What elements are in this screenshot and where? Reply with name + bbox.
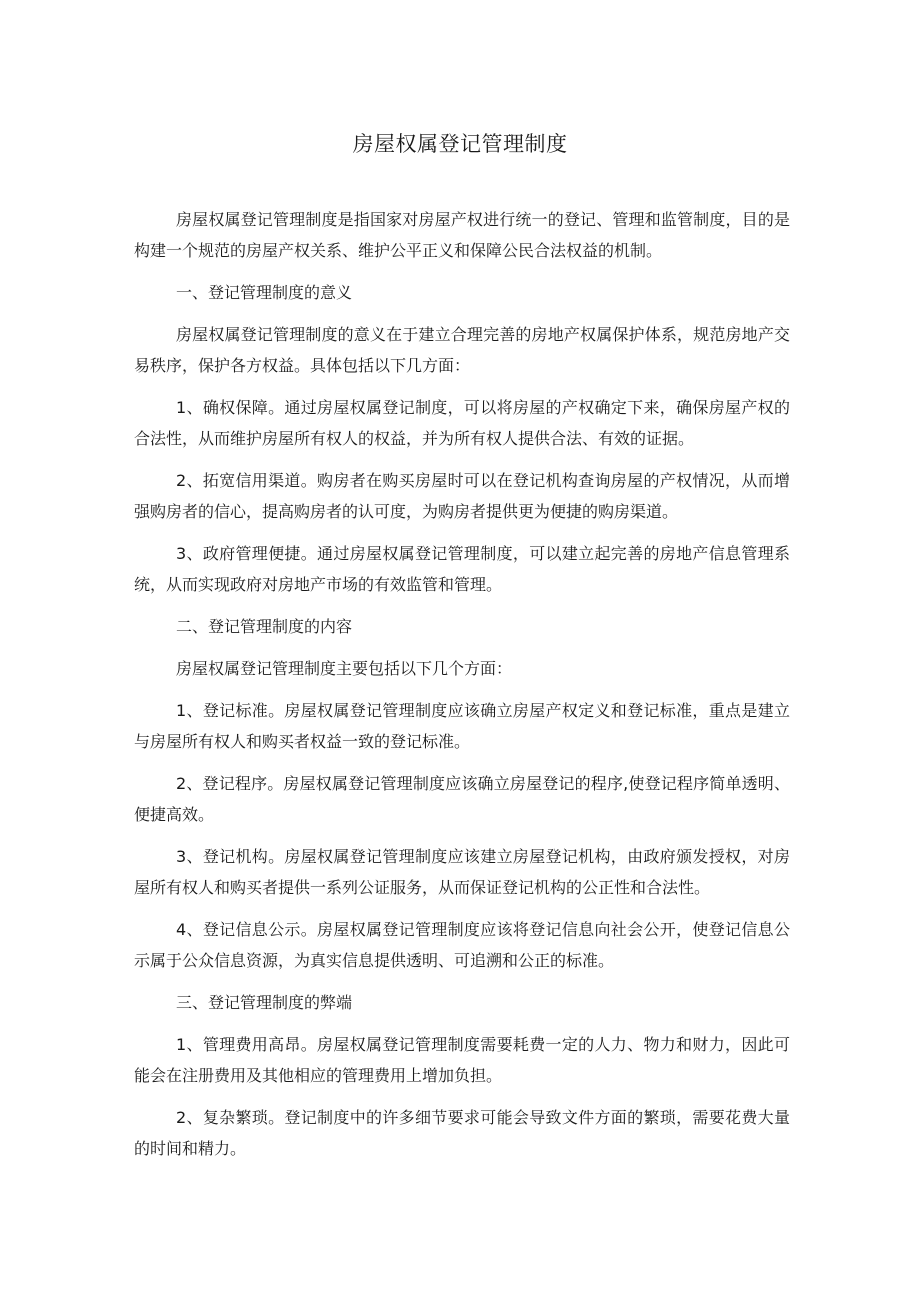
paragraph: 房屋权属登记管理制度主要包括以下几个方面： xyxy=(176,659,513,678)
list-item: 2、复杂繁琐。登记制度中的许多细节要求可能会导致文件方面的繁琐，需要花费大量的时间和精力。 xyxy=(134,1108,790,1158)
document-title: 房屋权属登记管理制度 xyxy=(352,132,568,156)
paragraph: 房屋权属登记管理制度的意义在于建立合理完善的房地产权属保护体系，规范房地产交易秩序，保护各方权益。具体包括以下几方面： xyxy=(134,325,790,375)
list-item: 2、拓宽信用渠道。购房者在购买房屋时可以在登记机构查询房屋的产权情况，从而增强购房者的信心，提高购房者的认可度，为购房者提供更为便捷的购房渠道。 xyxy=(134,471,790,521)
document-body xyxy=(134,204,790,1175)
intro-paragraph: 房屋权属登记管理制度是指国家对房屋产权进行统一的登记、管理和监管制度，目的是构建一个规范的房屋产权关系、维护公平正义和保障公民合法权益的机制。 xyxy=(134,210,790,260)
list-item: 1、登记标准。房屋权属登记管理制度应该确立房屋产权定义和登记标准，重点是建立与房屋所有权人和购买者权益一致的登记标准。 xyxy=(134,701,790,751)
list-item: 4、登记信息公示。房屋权属登记管理制度应该将登记信息向社会公开，使登记信息公示属于公众信息资源，为真实信息提供透明、可追溯和公正的标准。 xyxy=(134,920,790,970)
list-item: 1、确权保障。通过房屋权属登记制度，可以将房屋的产权确定下来，确保房屋产权的合法性，从而维护房屋所有权人的权益，并为所有权人提供合法、有效的证据。 xyxy=(134,398,790,448)
list-item: 1、管理费用高昂。房屋权属登记管理制度需要耗费一定的人力、物力和财力，因此可能会在注册费用及其他相应的管理费用上增加负担。 xyxy=(134,1035,790,1085)
section-heading-content: 二、登记管理制度的内容 xyxy=(176,617,353,636)
list-item: 2、登记程序。房屋权属登记管理制度应该确立房屋登记的程序,使登记程序简单透明、便捷高效。 xyxy=(134,774,790,824)
list-item: 3、登记机构。房屋权属登记管理制度应该建立房屋登记机构，由政府颁发授权，对房屋所有权人和购买者提供一系列公证服务，从而保证登记机构的公正性和合法性。 xyxy=(134,847,790,897)
section-heading-significance: 一、登记管理制度的意义 xyxy=(176,283,353,302)
list-item: 3、政府管理便捷。通过房屋权属登记管理制度，可以建立起完善的房地产信息管理系统，从而实现政府对房地产市场的有效监管和管理。 xyxy=(134,544,790,594)
section-heading-drawbacks: 三、登记管理制度的弊端 xyxy=(176,993,353,1012)
